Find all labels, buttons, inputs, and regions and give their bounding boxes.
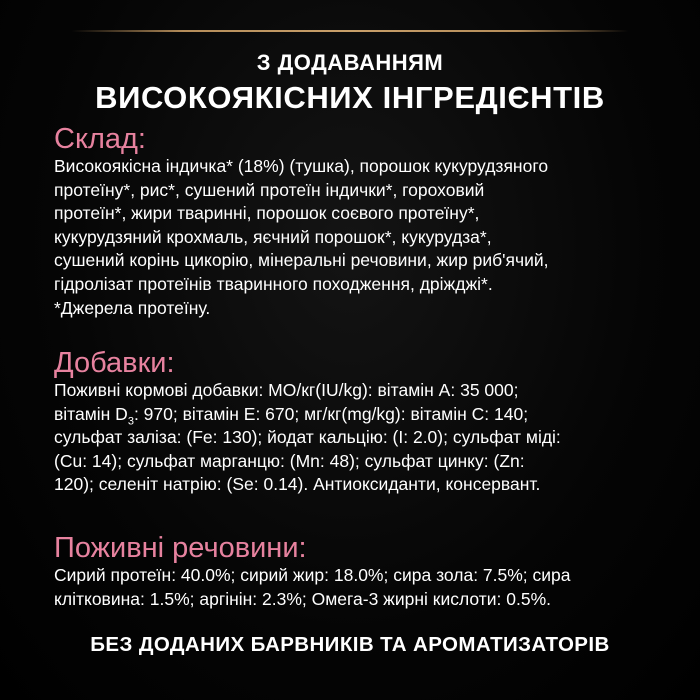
additives-line-rest: : 970; вітамін Е: 670; мг/кг(mg/kg): вітамін С: 140; [133, 403, 529, 424]
additives-section [54, 348, 664, 497]
additives-line: 120); селеніт натрію: (Se: 0.14). Антиоксиданти, консервант. [54, 474, 541, 495]
composition-line: Високоякісна індичка* (18%) (тушка), порошок кукурудзяного [54, 156, 549, 176]
composition-section [54, 124, 664, 320]
additives-vitamin-d-label: вітамін D [54, 403, 128, 424]
gold-divider-line [72, 30, 628, 32]
nutrients-section [54, 533, 664, 611]
composition-line: протеїн*, жири тваринні, порошок соєвого протеїну*, [54, 203, 480, 224]
additives-heading: Добавки: [54, 347, 175, 379]
nutrients-line: клітковина: 1.5%; аргінін: 2.3%; Омега-3 жирні кислоти: 0.5%. [54, 588, 552, 609]
composition-line: протеїну*, рис*, сушений протеїн індички*, гороховий [54, 179, 485, 200]
additives-line [54, 403, 664, 427]
composition-line: кукурудзяний крохмаль, яєчний порошок*, кукурудза*, [54, 226, 492, 247]
additives-vitamin-d-subscript: 3 [127, 415, 134, 428]
header-title: ВИСОКОЯКІСНИХ ІНГРЕДІЄНТІВ [95, 80, 605, 115]
additives-text [54, 379, 664, 497]
additives-line: Поживні кормові добавки: МО/кг(IU/kg): вітамін А: 35 000; [54, 380, 519, 400]
composition-line: сушений корінь цикорію, мінеральні речовини, жир риб'ячий, [54, 250, 549, 271]
footer-claim: БЕЗ ДОДАНИХ БАРВНИКІВ ТА АРОМАТИЗАТОРІВ [90, 633, 610, 656]
composition-text [54, 155, 664, 320]
nutrients-text [54, 564, 664, 611]
additives-line: сульфат заліза: (Fe: 130); йодат кальцію: (I: 2.0); сульфат міді: [54, 427, 561, 448]
nutrients-heading: Поживні речовини: [54, 532, 307, 564]
composition-line: гідролізат протеїнів тваринного походження, дріжджі*. [54, 273, 493, 294]
nutrients-line: Сирий протеїн: 40.0%; сирий жир: 18.0%; сира зола: 7.5%; сира [54, 565, 571, 585]
composition-heading: Склад: [54, 123, 146, 155]
header-subtitle: З ДОДАВАННЯМ [256, 50, 444, 75]
additives-line: (Cu: 14); сульфат марганцю: (Mn: 48); сульфат цинку: (Zn: [54, 450, 525, 471]
composition-footnote: *Джерела протеїну. [54, 297, 211, 318]
